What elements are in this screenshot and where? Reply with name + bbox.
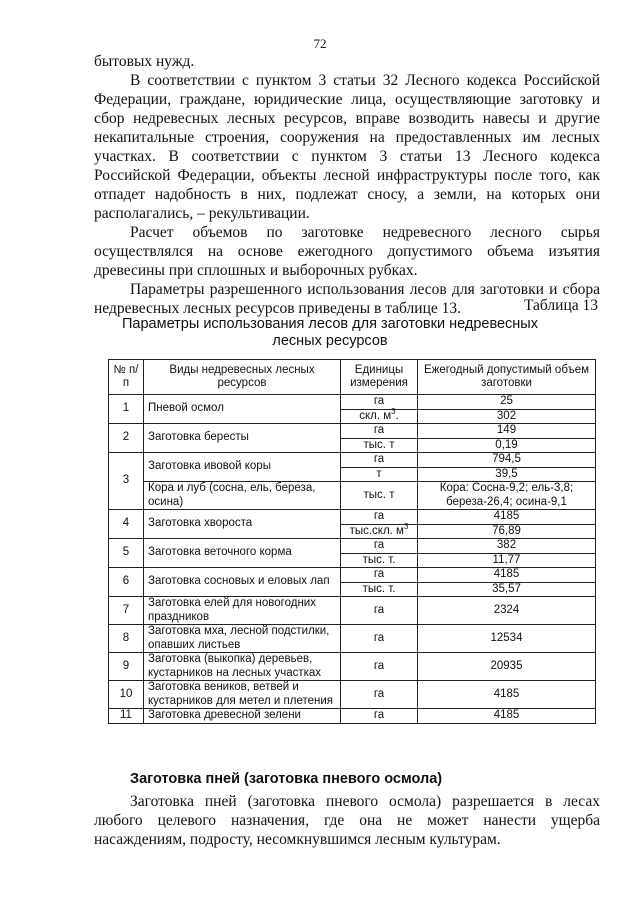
paragraph: Заготовка пней (заготовка пневого осмола) разрешается в лесах любого целевого назначения, где она не может нанести ущерба насаждениям, подросту, несомкнувшимся лесным культурам. [94,793,600,848]
unit-cell: га [341,539,418,554]
unit-cell: га [341,568,418,583]
volume-cell: 4185 [418,681,596,709]
table-row [109,510,596,525]
unit-cell: га [341,453,418,468]
unit-cell: га [341,681,418,709]
unit-cell: тыс. т. [341,582,418,597]
table-title: Параметры использования лесов для заготовки недревесных лесных ресурсов [122,316,538,349]
resource-name: Заготовка бересты [144,424,341,453]
unit-cell: га [341,653,418,681]
row-num: 4 [109,510,144,539]
paragraph: В соответствии с пунктом 3 статьи 32 Лесного кодекса Российской Федерации, граждане, юридические лица, осуществляющие заготовку и сбор недревесных лесных ресурсов, вправе возводить навесы и другие некапитальные строения, сооружения на предоставленных им лесных участках. В соответствии с пунктом 3 статьи 13 Лесного кодекса Российской Федерации, объекты лесной инфраструктуры после того, как отпадет надобность в них, подлежат сносу, а земли, на которых они располагались, – рекультивации. [94,72,600,222]
paragraph: бытовых нужд. [94,53,195,70]
page-number: 72 [313,36,327,51]
volume-cell: 2324 [418,597,596,625]
table-row [109,482,596,510]
body-text-top [94,52,600,318]
paragraph: Расчет объемов по заготовке недревесного лесного сырья осуществлялся на основе ежегодного допустимого объема изъятия древесины при сплошных и выборочных рубках. [94,224,600,279]
unit-cell: тыс. т [341,438,418,453]
table-row [109,453,596,468]
row-num: 3 [109,453,144,510]
volume-cell: 4185 [418,568,596,583]
table-row [109,681,596,709]
resource-name: Кора и луб (сосна, ель, береза, осина) [144,482,341,510]
table-header-row [109,360,596,395]
unit-cell: тыс.скл. $м^3$ [341,524,418,539]
resources-table [108,359,596,724]
volume-cell: 794,5 [418,453,596,468]
table-row [109,597,596,625]
row-num: 2 [109,424,144,453]
paragraph: Параметры разрешенного использования лесов для заготовки и сбора недревесных лесных ресурсов приведены в таблице 13. [94,281,600,317]
row-num: 5 [109,539,144,568]
volume-cell: 149 [418,424,596,439]
unit-cell: га [341,625,418,653]
volume-cell: 35,57 [418,582,596,597]
header-volume: Ежегодный допустимый объем заготовки [418,360,596,395]
table-row [109,709,596,724]
unit-cell: тыс. т [341,482,418,510]
unit-cell: га [341,395,418,410]
resource-name: Заготовка веников, ветвей и кустарников для метел и плетения [144,681,341,709]
header-unit: Единицы измерения [341,360,418,395]
unit-cell: тыс. т. [341,553,418,568]
table-row [109,568,596,583]
row-num: 10 [109,681,144,709]
volume-cell: 302 [418,409,596,424]
unit-cell: т [341,467,418,482]
unit-cell: скл. $м^3$. [341,409,418,424]
header-num: № п/п [109,360,144,395]
table-row [109,625,596,653]
resource-name: Заготовка (выкопка) деревьев, кустарников на лесных участках [144,653,341,681]
row-num: 8 [109,625,144,653]
table-label: Таблица 13 [523,297,598,314]
table-row [109,539,596,554]
table-row [109,424,596,439]
unit-cell: га [341,709,418,724]
resource-name: Заготовка сосновых и еловых лап [144,568,341,597]
resource-name: Заготовка веточного корма [144,539,341,568]
table-row [109,395,596,410]
table-row [109,653,596,681]
row-num: 1 [109,395,144,424]
row-num: 6 [109,568,144,597]
volume-cell: 4185 [418,709,596,724]
volume-cell: 25 [418,395,596,410]
row-num: 11 [109,709,144,724]
volume-cell: 76,89 [418,524,596,539]
volume-cell: 382 [418,539,596,554]
section-title: Заготовка пней (заготовка пневого осмола) [130,771,443,787]
resource-name: Заготовка мха, лесной подстилки, опавших листьев [144,625,341,653]
volume-cell: 0,19 [418,438,596,453]
header-name: Виды недревесных лесных ресурсов [144,360,341,395]
resource-name: Заготовка хвороста [144,510,341,539]
resource-name: Заготовка ивовой коры [144,453,341,482]
volume-cell: 20935 [418,653,596,681]
volume-cell: 12534 [418,625,596,653]
row-num: 9 [109,653,144,681]
volume-cell: 39,5 [418,467,596,482]
volume-cell: Кора: Сосна-9,2; ель-3,8; береза-26,4; осина-9,1 [418,482,596,510]
volume-cell: 4185 [418,510,596,525]
unit-cell: га [341,597,418,625]
resource-name: Заготовка елей для новогодних праздников [144,597,341,625]
row-num: 7 [109,597,144,625]
body-text-bottom [94,792,600,849]
unit-cell: га [341,510,418,525]
resource-name: Пневой осмол [144,395,341,424]
unit-cell: га [341,424,418,439]
resource-name: Заготовка древесной зелени [144,709,341,724]
volume-cell: 11,77 [418,553,596,568]
